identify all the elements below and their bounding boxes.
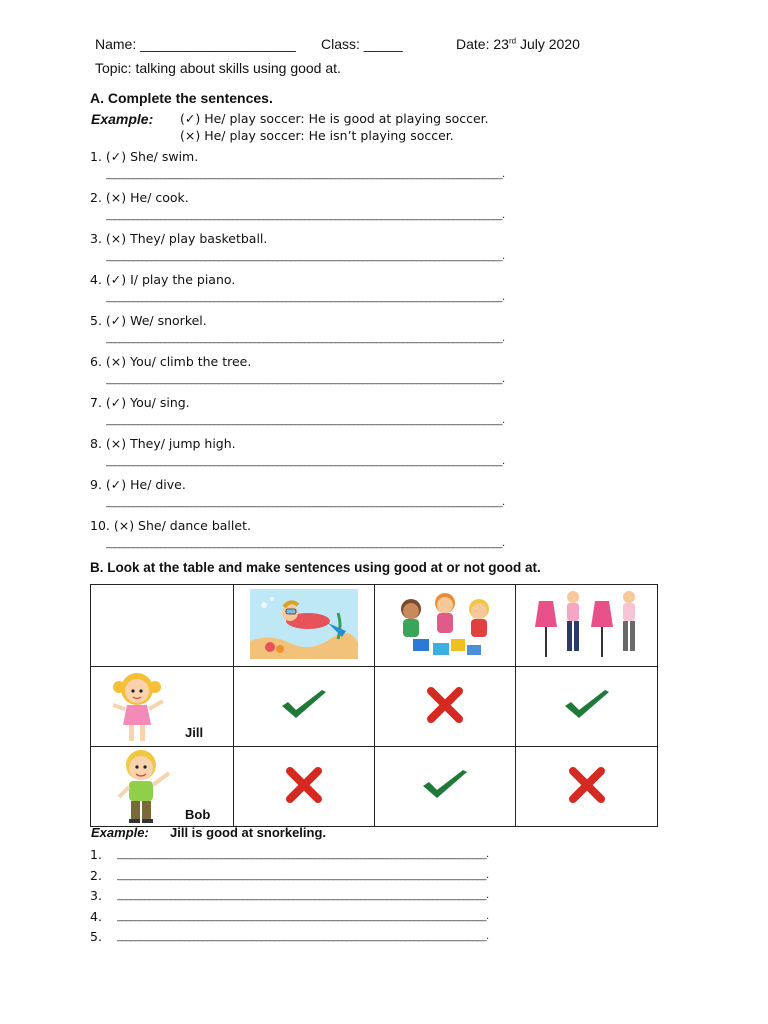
question-item: 1. (✓) She/ swim. bbox=[90, 149, 199, 164]
date-prefix: Date: 23 bbox=[456, 36, 509, 52]
cross-icon bbox=[567, 767, 607, 807]
answer-line[interactable]: ________________________________________________________________________________________. bbox=[106, 333, 505, 344]
skills-table bbox=[90, 584, 658, 827]
answer-line[interactable]: ________________________________________________________________________________________. bbox=[106, 415, 505, 426]
question-item: 6. (×) You/ climb the tree. bbox=[90, 354, 252, 369]
date-label bbox=[456, 36, 580, 52]
snorkeling-illustration bbox=[250, 589, 358, 659]
date-suffix: July 2020 bbox=[516, 36, 580, 52]
question-item: 2. (×) He/ cook. bbox=[90, 190, 189, 205]
sentence-answer-line[interactable]: __________________________________________________________________________________. bbox=[117, 931, 489, 942]
activity-puzzle-cell bbox=[375, 585, 516, 667]
sentence-number: 5. bbox=[90, 929, 102, 944]
question-item: 4. (✓) I/ play the piano. bbox=[90, 272, 236, 287]
section-a-title: A. Complete the sentences. bbox=[90, 90, 273, 106]
sentence-number: 4. bbox=[90, 908, 102, 924]
sentence-answer-line[interactable]: __________________________________________________________________________________. bbox=[117, 890, 489, 901]
jill-illustration bbox=[103, 669, 193, 745]
answer-line[interactable]: ________________________________________________________________________________________. bbox=[106, 497, 505, 508]
sentence-answer-line[interactable]: __________________________________________________________________________________. bbox=[117, 869, 489, 881]
jill-puzzle-mark bbox=[375, 667, 516, 747]
answer-line[interactable]: ________________________________________________________________________________________. bbox=[106, 210, 505, 221]
bob-snorkeling-mark bbox=[234, 747, 375, 827]
section-b-example-label: Example: bbox=[91, 825, 149, 840]
table-row-bob bbox=[91, 747, 658, 827]
sentence-number: 3. bbox=[90, 888, 102, 903]
name-field-label: Name: ____________________ bbox=[95, 36, 296, 52]
sentence-answer-line[interactable]: __________________________________________________________________________________. bbox=[117, 910, 489, 922]
sentence-answer-line[interactable]: __________________________________________________________________________________. bbox=[117, 849, 489, 860]
jill-cell bbox=[91, 667, 234, 747]
bob-puzzle-mark bbox=[375, 747, 516, 827]
answer-line[interactable]: ________________________________________________________________________________________. bbox=[106, 538, 505, 549]
question-item: 5. (✓) We/ snorkel. bbox=[90, 313, 207, 328]
question-item: 9. (✓) He/ dive. bbox=[90, 477, 186, 492]
date-superscript: rd bbox=[508, 36, 517, 46]
jill-name-label: Jill bbox=[185, 725, 204, 740]
section-b-example-text: Jill is good at snorkeling. bbox=[170, 825, 327, 840]
class-field-label: Class: _____ bbox=[321, 36, 403, 52]
section-a-example-line-2: (×) He/ play soccer: He isn’t playing soccer. bbox=[180, 128, 454, 143]
activity-snorkeling-cell bbox=[234, 585, 375, 667]
question-item: 7. (✓) You/ sing. bbox=[90, 395, 190, 410]
bob-name-label: Bob bbox=[185, 807, 211, 822]
section-a-example-line-1: (✓) He/ play soccer: He is good at playing soccer. bbox=[180, 111, 489, 126]
jill-snorkeling-mark bbox=[234, 667, 375, 747]
sentence-number: 2. bbox=[90, 867, 102, 883]
topic-line: Topic: talking about skills using good at. bbox=[95, 60, 341, 76]
section-b-title: B. Look at the table and make sentences using good at or not good at. bbox=[90, 560, 541, 575]
cross-icon bbox=[425, 687, 465, 727]
question-item: 8. (×) They/ jump high. bbox=[90, 436, 236, 451]
answer-line[interactable]: ________________________________________________________________________________________. bbox=[106, 374, 505, 385]
activity-fashion-cell bbox=[516, 585, 658, 667]
check-icon bbox=[561, 688, 613, 726]
answer-line[interactable]: ________________________________________________________________________________________. bbox=[106, 169, 505, 180]
puzzle-illustration bbox=[391, 589, 499, 659]
question-item: 10. (×) She/ dance ballet. bbox=[90, 518, 251, 533]
table-header-row bbox=[91, 585, 658, 667]
table-corner-cell bbox=[91, 585, 234, 667]
check-icon bbox=[278, 688, 330, 726]
answer-line[interactable]: ________________________________________________________________________________________. bbox=[106, 292, 505, 303]
bob-illustration bbox=[105, 747, 191, 825]
cross-icon bbox=[284, 767, 324, 807]
answer-line[interactable]: ________________________________________________________________________________________. bbox=[106, 251, 505, 262]
question-item: 3. (×) They/ play basketball. bbox=[90, 231, 268, 246]
sentence-number: 1. bbox=[90, 847, 102, 862]
fashion-illustration bbox=[529, 587, 645, 661]
jill-fashion-mark bbox=[516, 667, 658, 747]
section-a-example-label: Example: bbox=[91, 111, 154, 127]
bob-fashion-mark bbox=[516, 747, 658, 827]
answer-line[interactable]: ________________________________________________________________________________________. bbox=[106, 456, 505, 467]
check-icon bbox=[419, 768, 471, 806]
bob-cell bbox=[91, 747, 234, 827]
table-row-jill bbox=[91, 667, 658, 747]
